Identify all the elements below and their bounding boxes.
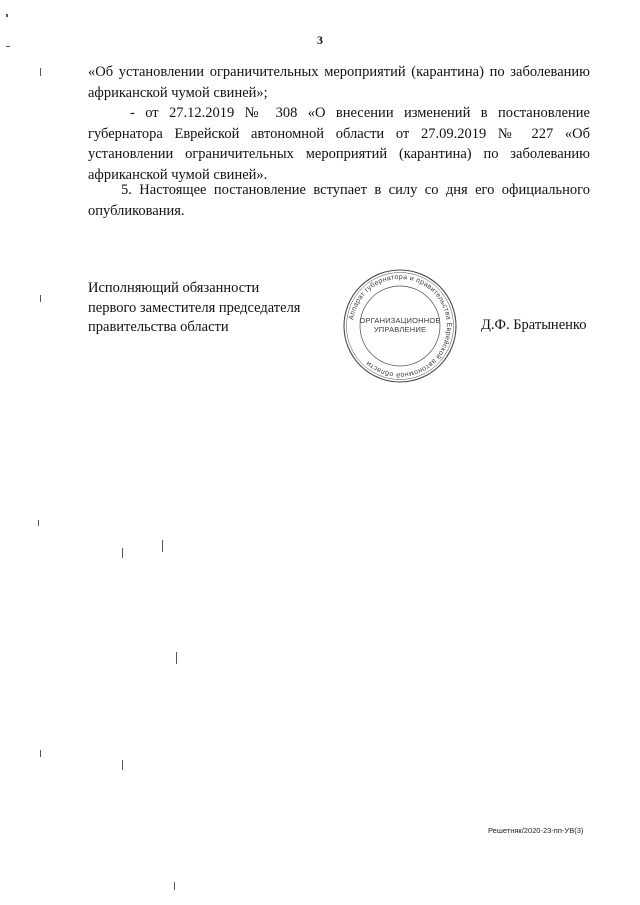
scan-mark [6,14,8,17]
scan-mark [40,750,41,757]
page-number: 3 [317,33,323,47]
official-stamp [340,266,460,386]
scan-mark [176,652,177,664]
paragraph-amendment-2019-12-27: - от 27.12.2019 № 308 «О внесении изменений в постановление губернатора Еврейской автономной области от 27.09.2019 № 227 «Об установлении ограничительных мероприятий (карантина) по заболеванию африканской чумой свиней». [88,105,590,183]
stamp-ring-text: Аппарат губернатора и правительства Еврейской автономной области [348,273,453,379]
stamp-center-line-2: УПРАВЛЕНИЕ [373,325,427,334]
signatory-name: Д.Ф. Братыненко [481,317,587,333]
scan-mark [122,760,123,770]
scan-mark [162,540,163,552]
signatory-title-line-2: первого заместителя председателя [88,299,301,316]
scan-mark [174,882,175,890]
scan-mark [6,46,10,47]
document-code: Решетняк/2020-23-пп-УВ(3) [488,826,584,835]
scan-mark [38,520,39,526]
stamp-center-line-1: ОРГАНИЗАЦИОННОЕ [359,316,441,325]
scan-mark [122,548,123,558]
paragraph-entry-into-force: 5. Настоящее постановление вступает в силу со дня его официального опубликования. [88,182,590,219]
signatory-title [88,279,328,338]
scan-mark [40,295,41,302]
signatory-title-line-3: правительства области [88,319,229,335]
stamp-center-text [358,316,442,334]
signatory-title-line-1: Исполняющий обязанности [88,280,260,296]
paragraph-quarantine-title-end: «Об установлении ограничительных мероприятий (карантина) по заболеванию африканской чумой свиней»; [88,64,590,101]
scan-mark [40,68,41,76]
